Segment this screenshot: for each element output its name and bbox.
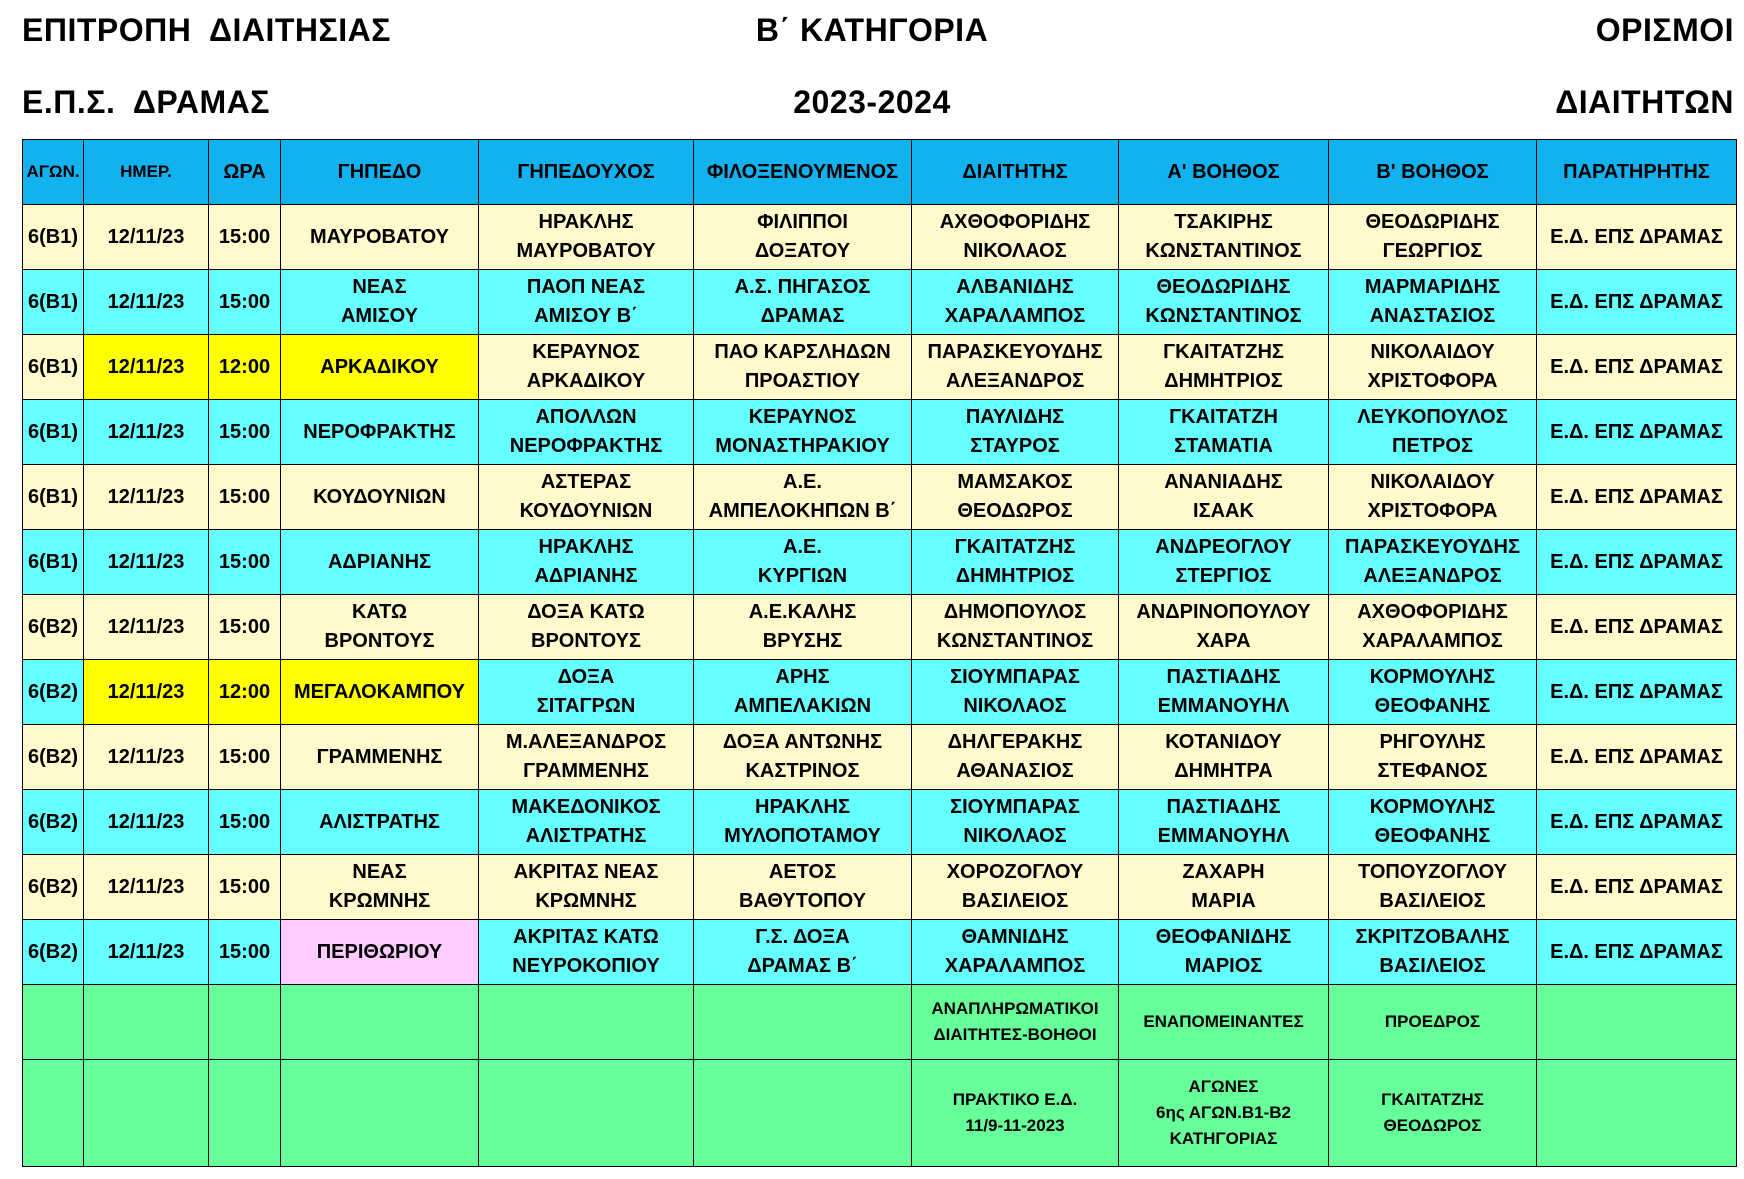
away-team-cell: ΔΟΞΑ ΑΝΤΩΝΗΣ ΚΑΣΤΡΙΝΟΣ <box>694 725 912 790</box>
assistant1-cell: ΘΕΟΦΑΝΙΔΗΣ ΜΑΡΙΟΣ <box>1119 920 1329 985</box>
agon-cell: 6(Β1) <box>23 270 84 335</box>
home-team-cell: Μ.ΑΛΕΞΑΝΔΡΟΣ ΓΡΑΜΜΕΝΗΣ <box>479 725 694 790</box>
date-cell: 12/11/23 <box>84 530 209 595</box>
time-cell: 15:00 <box>209 920 281 985</box>
home-team-cell: ΑΚΡΙΤΑΣ ΚΑΤΩ ΝΕΥΡΟΚΟΠΙΟΥ <box>479 920 694 985</box>
footer-cell-empty <box>479 985 694 1060</box>
assistant1-cell: ΓΚΑΙΤΑΤΖΗ ΣΤΑΜΑΤΙΑ <box>1119 400 1329 465</box>
referee-cell: ΣΙΟΥΜΠΑΡΑΣ ΝΙΚΟΛΑΟΣ <box>912 790 1119 855</box>
date-cell: 12/11/23 <box>84 335 209 400</box>
field-cell: ΑΔΡΙΑΝΗΣ <box>281 530 479 595</box>
substitutes-label: ΑΝΑΠΛΗΡΩΜΑΤΙΚΟΙ ΔΙΑΙΤΗΤΕΣ-ΒΟΗΘΟΙ <box>912 985 1119 1060</box>
date-cell: 12/11/23 <box>84 920 209 985</box>
date-cell: 12/11/23 <box>84 855 209 920</box>
minutes-reference: ΠΡΑΚΤΙΚΟ Ε.Δ. 11/9-11-2023 <box>912 1060 1119 1167</box>
home-team-cell: ΑΚΡΙΤΑΣ ΝΕΑΣ ΚΡΩΜΝΗΣ <box>479 855 694 920</box>
field-cell: ΜΕΓΑΛΟΚΑΜΠΟΥ <box>281 660 479 725</box>
assistant2-cell: ΡΗΓΟΥΛΗΣ ΣΤΕΦΑΝΟΣ <box>1329 725 1537 790</box>
agon-cell: 6(Β1) <box>23 205 84 270</box>
table-row <box>23 920 1737 985</box>
assistant1-cell: ΠΑΣΤΙΑΔΗΣ ΕΜΜΑΝΟΥΗΛ <box>1119 790 1329 855</box>
field-cell: ΠΕΡΙΘΩΡΙΟΥ <box>281 920 479 985</box>
agon-cell: 6(Β1) <box>23 335 84 400</box>
away-team-cell: ΗΡΑΚΛΗΣ ΜΥΛΟΠΟΤΑΜΟΥ <box>694 790 912 855</box>
field-cell: ΜΑΥΡΟΒΑΤΟΥ <box>281 205 479 270</box>
association-name: Ε.Π.Σ. ΔΡΑΜΑΣ <box>22 84 270 120</box>
field-cell: ΚΑΤΩ ΒΡΟΝΤΟΥΣ <box>281 595 479 660</box>
referee-cell: ΠΑΥΛΙΔΗΣ ΣΤΑΥΡΟΣ <box>912 400 1119 465</box>
remaining-label: ΕΝΑΠΟΜΕΙΝΑΝΤΕΣ <box>1119 985 1329 1060</box>
category-title: Β΄ ΚΑΤΗΓΟΡΙΑ <box>755 12 989 48</box>
col-header-home: ΓΗΠΕΔΟΥΧΟΣ <box>479 140 694 205</box>
table-header-row <box>23 140 1737 205</box>
assistant2-cell: ΝΙΚΟΛΑΙΔΟΥ ΧΡΙΣΤΟΦΟΡΑ <box>1329 335 1537 400</box>
table-row <box>23 790 1737 855</box>
assistant1-cell: ΚΟΤΑΝΙΔΟΥ ΔΗΜΗΤΡΑ <box>1119 725 1329 790</box>
agon-cell: 6(Β1) <box>23 465 84 530</box>
matches-reference: ΑΓΩΝΕΣ 6ης ΑΓΩΝ.Β1-Β2 ΚΑΤΗΓΟΡΙΑΣ <box>1119 1060 1329 1167</box>
agon-cell: 6(Β2) <box>23 920 84 985</box>
date-cell: 12/11/23 <box>84 660 209 725</box>
away-team-cell: ΠΑΟ ΚΑΡΣΛΗΔΩΝ ΠΡΟΑΣΤΙΟΥ <box>694 335 912 400</box>
footer-cell-empty <box>694 985 912 1060</box>
referee-cell: ΔΗΜΟΠΟΥΛΟΣ ΚΩΝΣΤΑΝΤΙΝΟΣ <box>912 595 1119 660</box>
home-team-cell: ΗΡΑΚΛΗΣ ΑΔΡΙΑΝΗΣ <box>479 530 694 595</box>
observer-cell: Ε.Δ. ΕΠΣ ΔΡΑΜΑΣ <box>1537 530 1737 595</box>
date-cell: 12/11/23 <box>84 595 209 660</box>
field-cell: ΑΛΙΣΤΡΑΤΗΣ <box>281 790 479 855</box>
observer-cell: Ε.Δ. ΕΠΣ ΔΡΑΜΑΣ <box>1537 790 1737 855</box>
assistant1-cell: ΑΝΑΝΙΑΔΗΣ ΙΣΑΑΚ <box>1119 465 1329 530</box>
footer-cell-empty <box>209 985 281 1060</box>
table-row <box>23 595 1737 660</box>
referee-cell: ΜΑΜΣΑΚΟΣ ΘΕΟΔΩΡΟΣ <box>912 465 1119 530</box>
col-header-assistant1: Α' ΒΟΗΘΟΣ <box>1119 140 1329 205</box>
assistant2-cell: ΤΟΠΟΥΖΟΓΛΟΥ ΒΑΣΙΛΕΙΟΣ <box>1329 855 1537 920</box>
assignments-title: ΟΡΙΣΜΟΙ <box>1595 12 1734 48</box>
assistant1-cell: ΖΑΧΑΡΗ ΜΑΡΙΑ <box>1119 855 1329 920</box>
time-cell: 15:00 <box>209 270 281 335</box>
home-team-cell: ΑΠΟΛΛΩΝ ΝΕΡΟΦΡΑΚΤΗΣ <box>479 400 694 465</box>
assistant1-cell: ΓΚΑΙΤΑΤΖΗΣ ΔΗΜΗΤΡΙΟΣ <box>1119 335 1329 400</box>
referee-cell: ΑΛΒΑΝΙΔΗΣ ΧΑΡΑΛΑΜΠΟΣ <box>912 270 1119 335</box>
table-row <box>23 660 1737 725</box>
footer-cell-empty <box>281 1060 479 1167</box>
time-cell: 15:00 <box>209 855 281 920</box>
time-cell: 15:00 <box>209 530 281 595</box>
assistant2-cell: ΚΟΡΜΟΥΛΗΣ ΘΕΟΦΑΝΗΣ <box>1329 660 1537 725</box>
assistant2-cell: ΚΟΡΜΟΥΛΗΣ ΘΕΟΦΑΝΗΣ <box>1329 790 1537 855</box>
assistant2-cell: ΘΕΟΔΩΡΙΔΗΣ ΓΕΩΡΓΙΟΣ <box>1329 205 1537 270</box>
field-cell: ΝΕΑΣ ΚΡΩΜΝΗΣ <box>281 855 479 920</box>
date-cell: 12/11/23 <box>84 790 209 855</box>
season: 2023-2024 <box>793 84 951 120</box>
away-team-cell: Α.Ε.ΚΑΛΗΣ ΒΡΥΣΗΣ <box>694 595 912 660</box>
assistant1-cell: ΤΣΑΚΙΡΗΣ ΚΩΝΣΤΑΝΤΙΝΟΣ <box>1119 205 1329 270</box>
home-team-cell: ΗΡΑΚΛΗΣ ΜΑΥΡΟΒΑΤΟΥ <box>479 205 694 270</box>
assistant1-cell: ΠΑΣΤΙΑΔΗΣ ΕΜΜΑΝΟΥΗΛ <box>1119 660 1329 725</box>
away-team-cell: Γ.Σ. ΔΟΞΑ ΔΡΑΜΑΣ Β΄ <box>694 920 912 985</box>
referees-title: ΔΙΑΙΤΗΤΩΝ <box>1555 84 1734 120</box>
time-cell: 15:00 <box>209 725 281 790</box>
assistant2-cell: ΝΙΚΟΛΑΙΔΟΥ ΧΡΙΣΤΟΦΟΡΑ <box>1329 465 1537 530</box>
field-cell: ΝΕΑΣ ΑΜΙΣΟΥ <box>281 270 479 335</box>
col-header-referee: ΔΙΑΙΤΗΤΗΣ <box>912 140 1119 205</box>
time-cell: 15:00 <box>209 595 281 660</box>
observer-cell: Ε.Δ. ΕΠΣ ΔΡΑΜΑΣ <box>1537 660 1737 725</box>
away-team-cell: Α.Ε. ΑΜΠΕΛΟΚΗΠΩΝ Β΄ <box>694 465 912 530</box>
assistant2-cell: ΑΧΘΟΦΟΡΙΔΗΣ ΧΑΡΑΛΑΜΠΟΣ <box>1329 595 1537 660</box>
table-row <box>23 270 1737 335</box>
home-team-cell: ΔΟΞΑ ΣΙΤΑΓΡΩΝ <box>479 660 694 725</box>
field-cell: ΚΟΥΔΟΥΝΙΩΝ <box>281 465 479 530</box>
footer-cell-empty <box>1537 985 1737 1060</box>
home-team-cell: ΚΕΡΑΥΝΟΣ ΑΡΚΑΔΙΚΟΥ <box>479 335 694 400</box>
field-cell: ΑΡΚΑΔΙΚΟΥ <box>281 335 479 400</box>
assistant2-cell: ΜΑΡΜΑΡΙΔΗΣ ΑΝΑΣΤΑΣΙΟΣ <box>1329 270 1537 335</box>
observer-cell: Ε.Δ. ΕΠΣ ΔΡΑΜΑΣ <box>1537 465 1737 530</box>
field-cell: ΝΕΡΟΦΡΑΚΤΗΣ <box>281 400 479 465</box>
table-row <box>23 205 1737 270</box>
table-row <box>23 465 1737 530</box>
col-header-away: ΦΙΛΟΞΕΝΟΥΜΕΝΟΣ <box>694 140 912 205</box>
agon-cell: 6(Β2) <box>23 660 84 725</box>
table-row <box>23 335 1737 400</box>
col-header-field: ΓΗΠΕΔΟ <box>281 140 479 205</box>
president-label: ΠΡΟΕΔΡΟΣ <box>1329 985 1537 1060</box>
president-name: ΓΚΑΙΤΑΤΖΗΣ ΘΕΟΔΩΡΟΣ <box>1329 1060 1537 1167</box>
date-cell: 12/11/23 <box>84 725 209 790</box>
footer-cell-empty <box>23 1060 84 1167</box>
table-row <box>23 725 1737 790</box>
observer-cell: Ε.Δ. ΕΠΣ ΔΡΑΜΑΣ <box>1537 725 1737 790</box>
time-cell: 15:00 <box>209 400 281 465</box>
footer-cell-empty <box>281 985 479 1060</box>
assistant1-cell: ΑΝΔΡΕΟΓΛΟΥ ΣΤΕΡΓΙΟΣ <box>1119 530 1329 595</box>
observer-cell: Ε.Δ. ΕΠΣ ΔΡΑΜΑΣ <box>1537 400 1737 465</box>
away-team-cell: ΦΙΛΙΠΠΟΙ ΔΟΞΑΤΟΥ <box>694 205 912 270</box>
referee-cell: ΠΑΡΑΣΚΕΥΟΥΔΗΣ ΑΛΕΞΑΝΔΡΟΣ <box>912 335 1119 400</box>
referee-cell: ΓΚΑΙΤΑΤΖΗΣ ΔΗΜΗΤΡΙΟΣ <box>912 530 1119 595</box>
col-header-time: ΩΡΑ <box>209 140 281 205</box>
footer-cell-empty <box>479 1060 694 1167</box>
home-team-cell: ΑΣΤΕΡΑΣ ΚΟΥΔΟΥΝΙΩΝ <box>479 465 694 530</box>
assistant2-cell: ΛΕΥΚΟΠΟΥΛΟΣ ΠΕΤΡΟΣ <box>1329 400 1537 465</box>
col-header-agon: ΑΓΩΝ. <box>23 140 84 205</box>
assistant2-cell: ΠΑΡΑΣΚΕΥΟΥΔΗΣ ΑΛΕΞΑΝΔΡΟΣ <box>1329 530 1537 595</box>
away-team-cell: Α.Ε. ΚΥΡΓΙΩΝ <box>694 530 912 595</box>
observer-cell: Ε.Δ. ΕΠΣ ΔΡΑΜΑΣ <box>1537 335 1737 400</box>
observer-cell: Ε.Δ. ΕΠΣ ΔΡΑΜΑΣ <box>1537 855 1737 920</box>
footer-cell-empty <box>694 1060 912 1167</box>
time-cell: 12:00 <box>209 660 281 725</box>
time-cell: 15:00 <box>209 465 281 530</box>
table-row <box>23 855 1737 920</box>
observer-cell: Ε.Δ. ΕΠΣ ΔΡΑΜΑΣ <box>1537 595 1737 660</box>
assistant2-cell: ΣΚΡΙΤΖΟΒΑΛΗΣ ΒΑΣΙΛΕΙΟΣ <box>1329 920 1537 985</box>
col-header-date: ΗΜΕΡ. <box>84 140 209 205</box>
time-cell: 12:00 <box>209 335 281 400</box>
agon-cell: 6(Β2) <box>23 725 84 790</box>
footer-cell-empty <box>209 1060 281 1167</box>
away-team-cell: ΑΕΤΟΣ ΒΑΘΥΤΟΠΟΥ <box>694 855 912 920</box>
observer-cell: Ε.Δ. ΕΠΣ ΔΡΑΜΑΣ <box>1537 920 1737 985</box>
footer-row-substitutes <box>23 985 1737 1060</box>
date-cell: 12/11/23 <box>84 400 209 465</box>
observer-cell: Ε.Δ. ΕΠΣ ΔΡΑΜΑΣ <box>1537 270 1737 335</box>
observer-cell: Ε.Δ. ΕΠΣ ΔΡΑΜΑΣ <box>1537 205 1737 270</box>
assistant1-cell: ΘΕΟΔΩΡΙΔΗΣ ΚΩΝΣΤΑΝΤΙΝΟΣ <box>1119 270 1329 335</box>
date-cell: 12/11/23 <box>84 465 209 530</box>
referee-cell: ΧΟΡΟΖΟΓΛΟΥ ΒΑΣΙΛΕΙΟΣ <box>912 855 1119 920</box>
col-header-assistant2: Β' ΒΟΗΘΟΣ <box>1329 140 1537 205</box>
field-cell: ΓΡΑΜΜΕΝΗΣ <box>281 725 479 790</box>
footer-cell-empty <box>23 985 84 1060</box>
home-team-cell: ΠΑΟΠ ΝΕΑΣ ΑΜΙΣΟΥ Β΄ <box>479 270 694 335</box>
footer-cell-empty <box>84 1060 209 1167</box>
referee-cell: ΑΧΘΟΦΟΡΙΔΗΣ ΝΙΚΟΛΑΟΣ <box>912 205 1119 270</box>
agon-cell: 6(Β1) <box>23 530 84 595</box>
footer-cell-empty <box>84 985 209 1060</box>
referee-cell: ΔΗΛΓΕΡΑΚΗΣ ΑΘΑΝΑΣΙΟΣ <box>912 725 1119 790</box>
date-cell: 12/11/23 <box>84 270 209 335</box>
time-cell: 15:00 <box>209 790 281 855</box>
home-team-cell: ΔΟΞΑ ΚΑΤΩ ΒΡΟΝΤΟΥΣ <box>479 595 694 660</box>
table-row <box>23 400 1737 465</box>
home-team-cell: ΜΑΚΕΔΟΝΙΚΟΣ ΑΛΙΣΤΡΑΤΗΣ <box>479 790 694 855</box>
assignments-table <box>22 139 1737 1167</box>
footer-cell-empty <box>1537 1060 1737 1167</box>
committee-title: ΕΠΙΤΡΟΠΗ ΔΙΑΙΤΗΣΙΑΣ <box>22 12 391 48</box>
away-team-cell: ΚΕΡΑΥΝΟΣ ΜΟΝΑΣΤΗΡΑΚΙΟΥ <box>694 400 912 465</box>
agon-cell: 6(Β2) <box>23 855 84 920</box>
footer-row-minutes <box>23 1060 1737 1167</box>
agon-cell: 6(Β2) <box>23 790 84 855</box>
agon-cell: 6(Β1) <box>23 400 84 465</box>
referee-cell: ΣΙΟΥΜΠΑΡΑΣ ΝΙΚΟΛΑΟΣ <box>912 660 1119 725</box>
away-team-cell: Α.Σ. ΠΗΓΑΣΟΣ ΔΡΑΜΑΣ <box>694 270 912 335</box>
referee-cell: ΘΑΜΝΙΔΗΣ ΧΑΡΑΛΑΜΠΟΣ <box>912 920 1119 985</box>
assistant1-cell: ΑΝΔΡΙΝΟΠΟΥΛΟΥ ΧΑΡΑ <box>1119 595 1329 660</box>
date-cell: 12/11/23 <box>84 205 209 270</box>
agon-cell: 6(Β2) <box>23 595 84 660</box>
away-team-cell: ΑΡΗΣ ΑΜΠΕΛΑΚΙΩΝ <box>694 660 912 725</box>
time-cell: 15:00 <box>209 205 281 270</box>
col-header-observer: ΠΑΡΑΤΗΡΗΤΗΣ <box>1537 140 1737 205</box>
table-row <box>23 530 1737 595</box>
